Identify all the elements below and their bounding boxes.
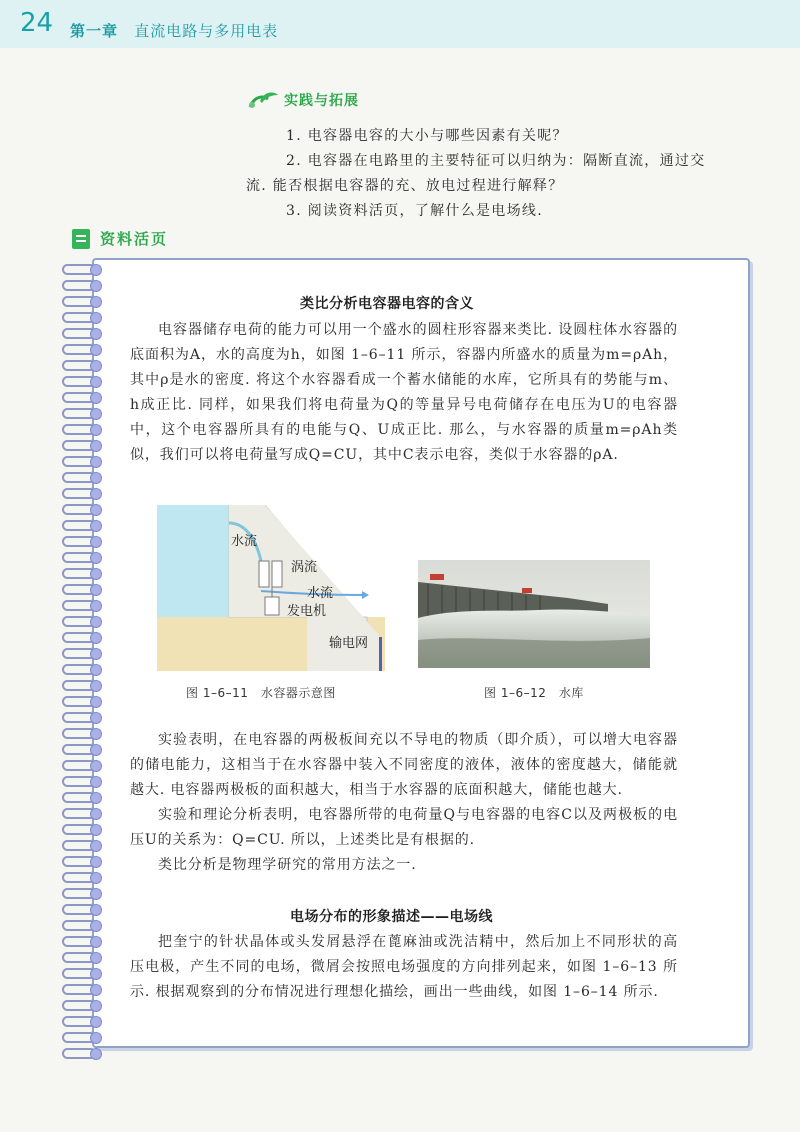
spiral-ring [58, 662, 106, 678]
spiral-ring [58, 694, 106, 710]
label-generator: 发电机 [287, 604, 327, 619]
spiral-ring [58, 774, 106, 790]
spiral-ring [58, 326, 106, 342]
reservoir-photo [418, 560, 650, 668]
spiral-ring [58, 534, 106, 550]
material-tag [72, 228, 168, 249]
analogy-text: 电容器储存电荷的能力可以用一个盛水的圆柱形容器来类比. 设圆柱体水容器的底面积为A，水的高度为h，如图 1–6–11 所示，容器内所盛水的质量为m=ρAh，其中ρ是水的密度. 将这个水容器看成一个蓄水储能的水库，它所具有的势能与m、h成正比. 同样，如果我们将电荷量为Q的等量异号电荷储存在电压为U的电容器中，这个电容器所具有的电能与Q、U成正比. 那么，与水容器的质量m=ρAh类似，我们可以将电荷量写成Q=CU，其中C表示电容，类似于水容器的ρA. [130, 322, 678, 463]
spiral-ring [58, 550, 106, 566]
experiment-text-2: 实验和理论分析表明，电容器所带的电荷量Q与电容器的电容C以及两极板的电压U的关系为：Q=CU. 所以，上述类比是有根据的. [130, 807, 678, 848]
turbine-left [259, 561, 269, 587]
spiral-ring [58, 582, 106, 598]
spiral-ring [58, 758, 106, 774]
spiral-ring [58, 422, 106, 438]
spiral-ring [58, 870, 106, 886]
chapter-label: 第一章 [70, 22, 119, 40]
spiral-ring [58, 406, 106, 422]
material-label: 资料活页 [100, 230, 169, 248]
river-water [418, 638, 650, 668]
spiral-ring [58, 742, 106, 758]
spiral-ring [58, 278, 106, 294]
grid-line [379, 637, 382, 671]
notes-icon [72, 229, 90, 249]
spiral-ring [58, 646, 106, 662]
spiral-ring [58, 374, 106, 390]
spiral-ring [58, 438, 106, 454]
spiral-ring [58, 310, 106, 326]
spiral-ring [58, 806, 106, 822]
practice-question-2: 2. 电容器在电路里的主要特征可以归纳为：隔断直流，通过交流. 能否根据电容器的充、放电过程进行解释？ [246, 153, 706, 194]
spiral-ring [58, 1046, 106, 1062]
spiral-ring [58, 678, 106, 694]
practice-question-3: 3. 阅读资料活页，了解什么是电场线. [286, 203, 543, 219]
section-title-analogy: 类比分析电容器电容的含义 [300, 296, 474, 312]
spiral-ring [58, 710, 106, 726]
spiral-ring [58, 470, 106, 486]
generator-box [265, 597, 279, 615]
label-grid: 输电网 [329, 636, 369, 651]
spiral-ring [58, 918, 106, 934]
spiral-ring [58, 998, 106, 1014]
analogy-conclusion: 类比分析是物理学研究的常用方法之一. [158, 857, 417, 873]
spiral-ring [58, 950, 106, 966]
spiral-ring [58, 966, 106, 982]
spiral-ring [58, 1014, 106, 1030]
spiral-ring [58, 614, 106, 630]
spiral-ring [58, 262, 106, 278]
label-water-flow-top: 水流 [231, 534, 258, 549]
spiral-ring [58, 454, 106, 470]
figure2-caption: 图 1–6–12 水库 [484, 686, 584, 700]
reservoir-water [157, 505, 229, 617]
spiral-ring [58, 790, 106, 806]
spiral-ring [58, 518, 106, 534]
spiral-binding [58, 262, 106, 1062]
spiral-ring [58, 902, 106, 918]
field-lines-paragraph [130, 930, 678, 1005]
sprout-icon [246, 89, 280, 111]
page-number: 24 [20, 8, 54, 38]
practice-heading [246, 88, 359, 112]
label-vortex: 涡流 [291, 560, 318, 575]
spiral-ring [58, 486, 106, 502]
spiral-ring [58, 854, 106, 870]
spiral-ring [58, 822, 106, 838]
spiral-ring [58, 502, 106, 518]
practice-question-1: 1. 电容器电容的大小与哪些因素有关呢？ [286, 128, 568, 144]
spiral-ring [58, 598, 106, 614]
spiral-ring [58, 566, 106, 582]
figure1-caption: 图 1–6–11 水容器示意图 [186, 686, 336, 700]
spiral-ring [58, 294, 106, 310]
section-title-field-lines: 电场分布的形象描述——电场线 [290, 909, 493, 925]
spiral-ring [58, 342, 106, 358]
spiral-ring [58, 1030, 106, 1046]
crane-right [522, 588, 532, 593]
spiral-ring [58, 358, 106, 374]
turbine-right [272, 561, 282, 587]
chapter-heading [70, 20, 278, 41]
practice-title: 实践与拓展 [284, 93, 359, 109]
page-header [0, 0, 800, 48]
field-lines-text: 把奎宁的针状晶体或头发屑悬浮在蓖麻油或洗洁精中，然后加上不同形状的高压电极，产生不同的电场，微屑会按照电场强度的方向排列起来，如图 1–6–13 所示. 根据观察到的分布情况进行理想化描绘，画出一些曲线，如图 1–6–14 所示. [130, 934, 678, 1000]
water-container-diagram [157, 505, 385, 671]
spiral-ring [58, 934, 106, 950]
analogy-paragraph [130, 318, 678, 468]
spiral-ring [58, 886, 106, 902]
spiral-ring [58, 390, 106, 406]
analogy-continued [130, 728, 678, 878]
label-water-flow-right: 水流 [307, 586, 334, 601]
chapter-title: 直流电路与多用电表 [134, 22, 279, 40]
spiral-ring [58, 982, 106, 998]
spiral-ring [58, 630, 106, 646]
crane-left [430, 574, 444, 580]
practice-questions [246, 124, 712, 224]
spiral-ring [58, 726, 106, 742]
spiral-ring [58, 838, 106, 854]
experiment-text-1: 实验表明，在电容器的两极板间充以不导电的物质（即介质），可以增大电容器的储电能力，这相当于在水容器中装入不同密度的液体，液体的密度越大，储能就越大. 电容器两极板的面积越大，相当于水容器的底面积越大，储能也越大. [130, 732, 678, 798]
